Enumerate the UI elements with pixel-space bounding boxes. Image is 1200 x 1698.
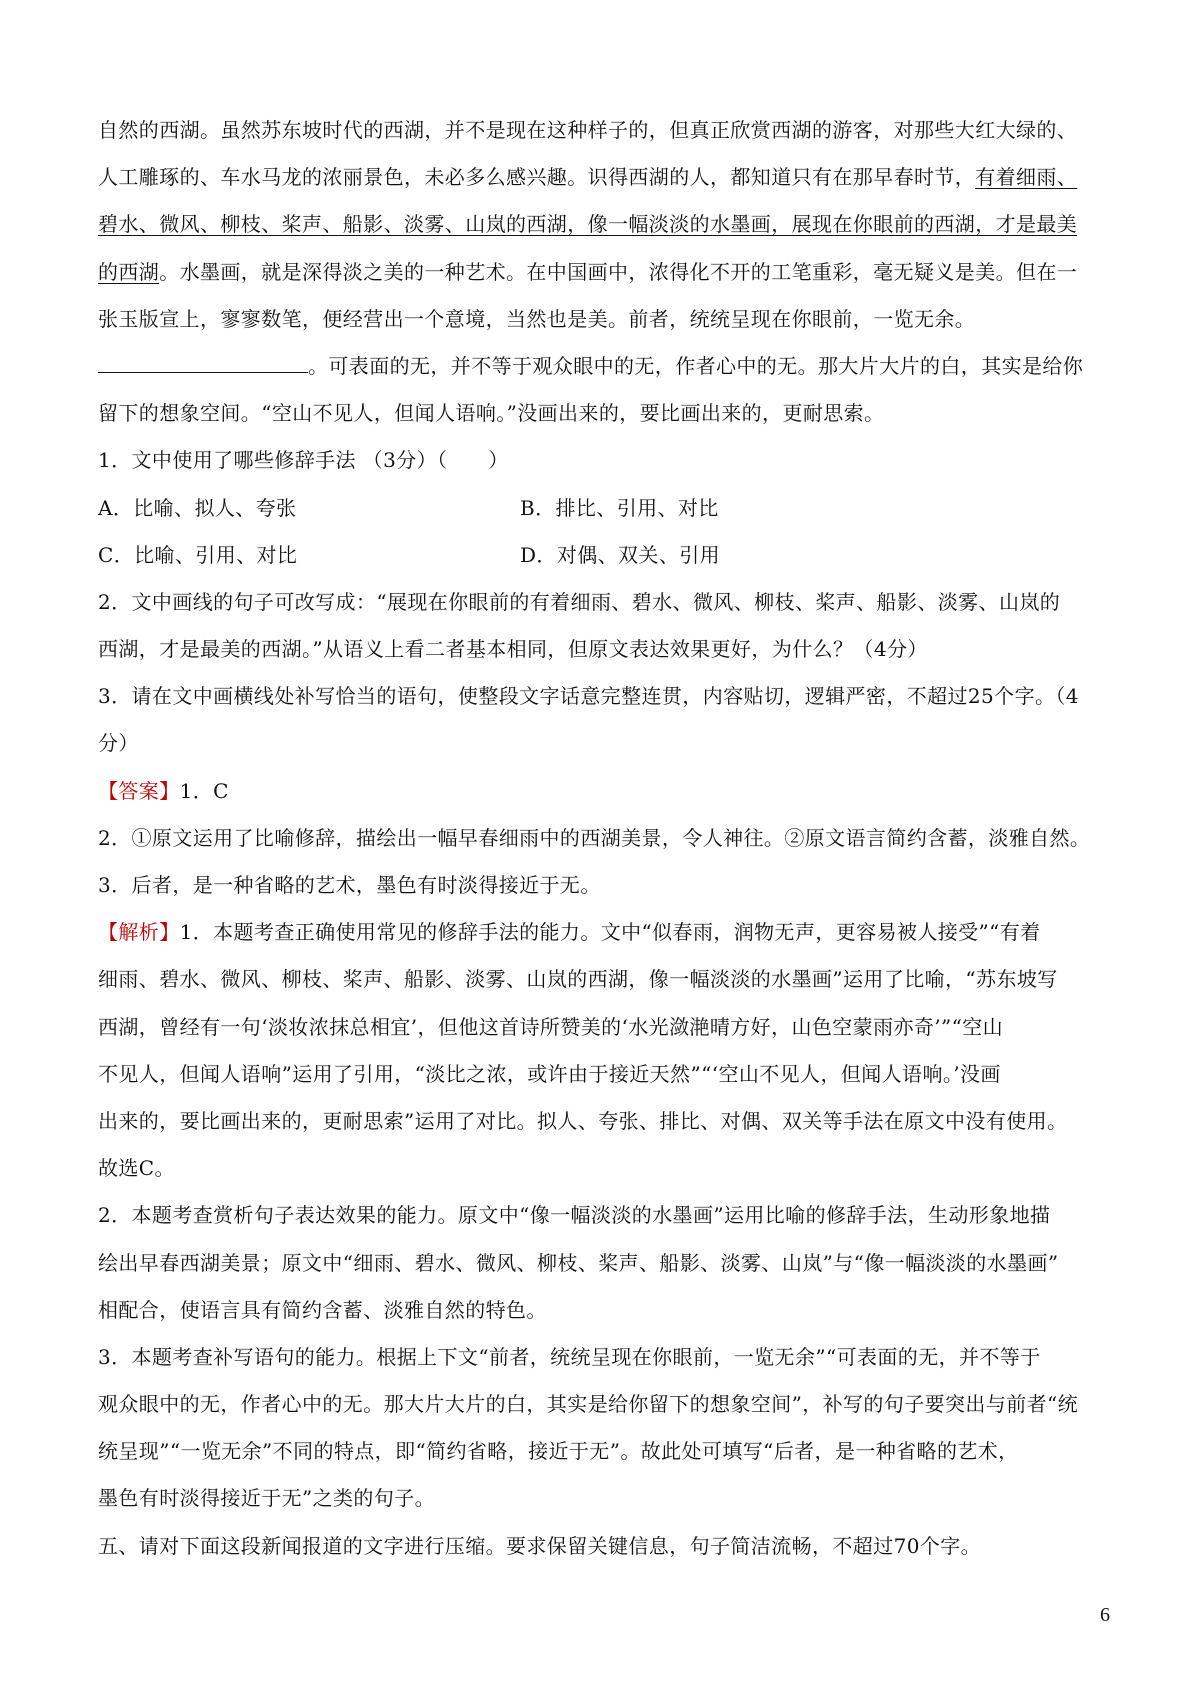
answer-2: 2．①原文运用了比喻修辞，描绘出一幅早春细雨中的西湖美景，令人神往。②原文语言简约含蓄，淡雅自然。 [98, 825, 1091, 850]
passage-line-6 [98, 354, 1110, 378]
question-1: 1．文中使用了哪些修辞手法 （3分）（ ） [98, 448, 509, 473]
fill-in-blank[interactable] [98, 354, 308, 373]
analysis-line-6: 故选C。 [98, 1156, 175, 1181]
analysis-line-1 [98, 920, 1110, 944]
answer-tag: 【答案】 [98, 778, 180, 803]
passage-text: 人工雕琢的、车水马龙的浓丽景色，未必多么感兴趣。识得西湖的人，都知道只有在那早春时节， [98, 165, 976, 190]
underlined-sentence: 碧水、微风、柳枝、桨声、船影、淡雾、山岚的西湖，像一幅淡淡的水墨画，展现在你眼前的西湖，才是最美 [98, 212, 1078, 237]
question-3-line-1: 3．请在文中画横线处补写恰当的语句，使整段文字话意完整连贯，内容贴切，逻辑严密，不超过25个字。（4 [98, 684, 1079, 709]
passage-text: 。可表面的无，并不等于观众眼中的无，作者心中的无。那大片大片的白，其实是给你 [308, 353, 1084, 378]
passage-line-3 [98, 212, 1110, 236]
passage-line-1: 自然的西湖。虽然苏东坡时代的西湖，并不是现在这种样子的，但真正欣赏西湖的游客，对那些大红大绿的、 [98, 118, 1078, 142]
passage-line-2 [98, 165, 1110, 189]
passage-line-7: 留下的想象空间。“空山不见人，但闻人语响。”没画出来的，要比画出来的，更耐思索。 [98, 401, 885, 426]
analysis-2-line-2: 绘出早春西湖美景；原文中“细雨、碧水、微风、柳枝、桨声、船影、淡雾、山岚”与“像一幅淡淡的水墨画” [98, 1250, 1059, 1275]
option-d: D．对偶、双关、引用 [520, 542, 721, 567]
analysis-tag: 【解析】 [98, 920, 180, 945]
option-b: B．排比、引用、对比 [520, 495, 719, 520]
analysis-3-line-1: 3．本题考查补写语句的能力。根据上下文“前者，统统呈现在你眼前，一览无余”“可表面的无，并不等于 [98, 1344, 1041, 1369]
document-body [98, 118, 1110, 1581]
options-row-2 [98, 543, 1110, 567]
analysis-line-4: 不见人，但闻人语响”运用了引用，“淡比之浓，或许由于接近天然”“‘空山不见人，但闻人语响。’没画 [98, 1061, 1001, 1086]
answer-3: 3．后者，是一种省略的艺术，墨色有时淡得接近于无。 [98, 873, 601, 897]
answer-1: 1．C [179, 778, 229, 803]
option-a: A．比喻、拟人、夸张 [98, 495, 297, 520]
answer-line-1 [98, 779, 1110, 803]
options-row-1 [98, 496, 1110, 520]
analysis-3-line-2: 观众眼中的无，作者心中的无。那大片大片的白，其实是给你留下的想象空间”，补写的句子要突出与前者“统 [98, 1392, 1079, 1417]
analysis-2-line-1: 2．本题考查赏析句子表达效果的能力。原文中“像一幅淡淡的水墨画”运用比喻的修辞手法，生动形象地描 [98, 1203, 1051, 1228]
passage-text: 。水墨画，就是深得淡之美的一种艺术。在中国画中，浓得化不开的工笔重彩，毫无疑义是美。但在一 [159, 259, 1078, 284]
analysis-line-5: 出来的，要比画出来的，更耐思索”运用了对比。拟人、夸张、排比、对偶、双关等手法在原文中没有使用。 [98, 1108, 1068, 1133]
section-5-heading: 五、请对下面这段新闻报道的文字进行压缩。要求保留关键信息，句子简洁流畅，不超过70个字。 [98, 1533, 982, 1558]
underlined-sentence: 有着细雨、 [975, 165, 1078, 190]
analysis-text: 1．本题考查正确使用常见的修辞手法的能力。文中“似春雨，润物无声，更容易被人接受”“有着 [179, 920, 1041, 945]
analysis-3-line-4: 墨色有时淡得接近于无”之类的句子。 [98, 1486, 436, 1511]
question-2-line-2: 西湖，才是最美的西湖。”从语义上看二者基本相同，但原文表达效果更好，为什么？（4分） [98, 637, 928, 662]
question-2-line-1: 2．文中画线的句子可改写成：“展现在你眼前的有着细雨、碧水、微风、柳枝、桨声、船影、淡雾、山岚的 [98, 589, 1061, 614]
question-3-line-2: 分） [98, 731, 139, 756]
passage-line-5: 张玉版宣上，寥寥数笔，便经营出一个意境，当然也是美。前者，统统呈现在你眼前，一览无余。 [98, 306, 976, 331]
option-c: C．比喻、引用、对比 [98, 542, 298, 567]
analysis-line-2: 细雨、碧水、微风、柳枝、桨声、船影、淡雾、山岚的西湖，像一幅淡淡的水墨画”运用了比喻，“苏东坡写 [98, 967, 1058, 992]
page-number: 6 [1100, 1604, 1110, 1626]
analysis-3-line-3: 统呈现”“一览无余”不同的特点，即“简约省略，接近于无”。故此处可填写“后者，是一种省略的艺术， [98, 1439, 1019, 1464]
underlined-sentence: 的西湖 [98, 259, 160, 284]
analysis-2-line-3: 相配合，使语言具有简约含蓄、淡雅自然的特色。 [98, 1297, 547, 1322]
analysis-line-3: 西湖，曾经有一句‘淡妆浓抹总相宜’，但他这首诗所赞美的‘水光潋滟晴方好，山色空蒙雨亦奇’”“空山 [98, 1014, 1004, 1039]
passage-line-4 [98, 260, 1110, 284]
